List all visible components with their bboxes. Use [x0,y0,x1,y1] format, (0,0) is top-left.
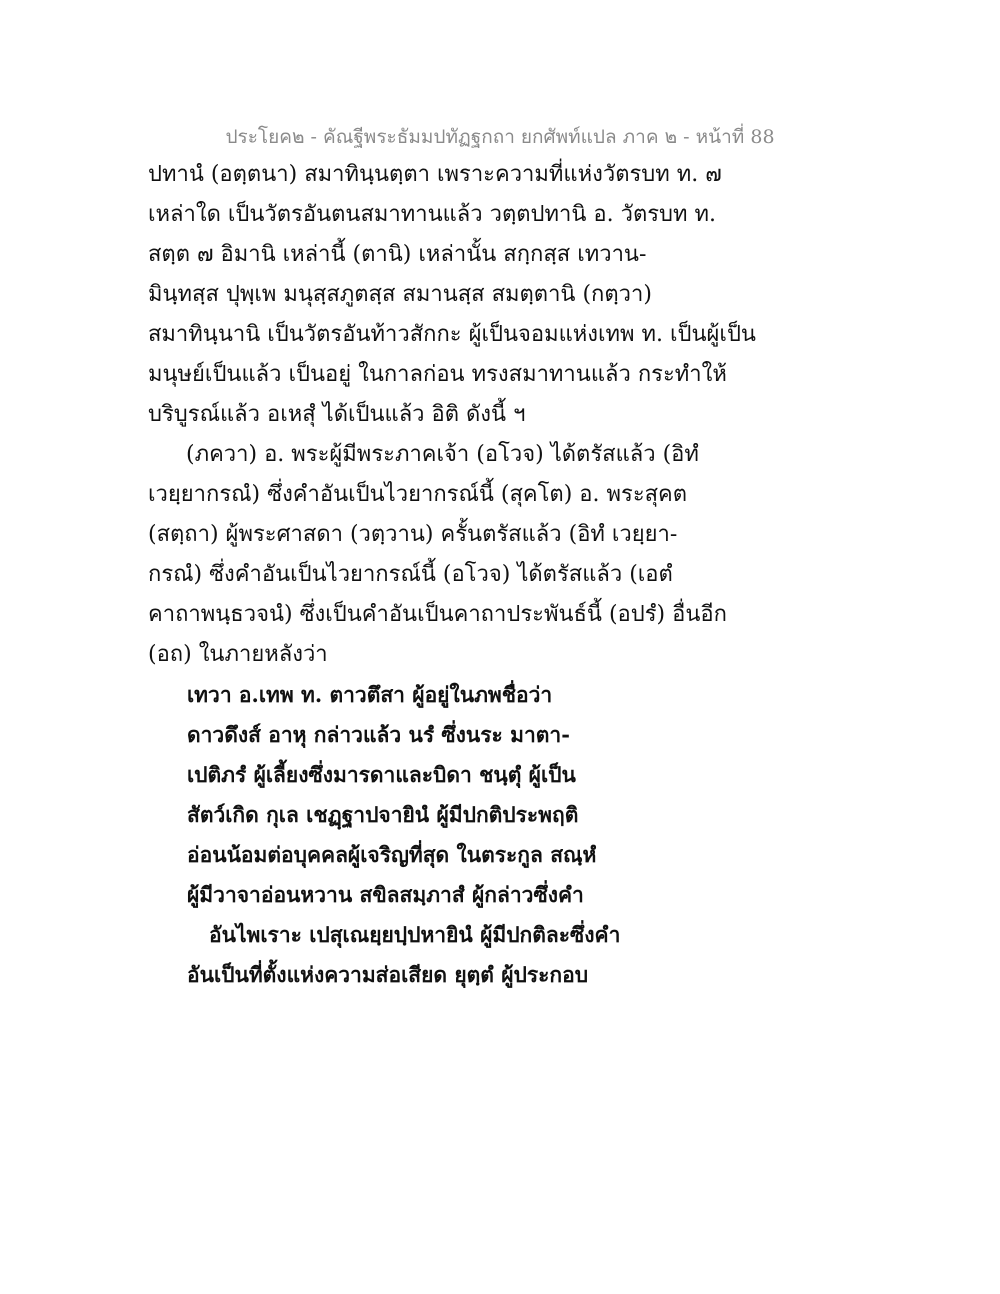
text-line: (สตฺถา) ผู้พระศาสดา (วตฺวาน) ครั้นตรัสแล้ว (อิทํ เวยฺยา- [148,522,678,547]
verse-line: ผู้มีวาจาอ่อนหวาน สขิลสมฺภาสํ ผู้กล่าวซึ่งคำ [187,882,584,907]
verse-line: อ่อนน้อมต่อบุคคลผู้เจริญที่สุด ในตระกูล สณฺหํ [187,842,597,867]
verse-line: อันเป็นที่ตั้งแห่งความส่อเสียด ยุตฺตํ ผู้ประกอบ [187,962,589,987]
verse-line: เทวา อ.เทพ ท. ตาวตึสา ผู้อยู่ในภพชื่อว่า [187,682,553,707]
text-line: เวยฺยากรณํ) ซึ่งคำอันเป็นไวยากรณ์นี้ (สุคโต) อ. พระสุคต [148,482,688,507]
text-line: เหล่าใด เป็นวัตรอันตนสมาทานแล้ว วตฺตปทานิ อ. วัตรบท ท. [148,202,717,227]
verse-line: เปติภรํ ผู้เลี้ยงซึ่งมารดาและบิดา ชนฺตุํ ผู้เป็น [187,762,576,787]
text-line: มนุษย์เป็นแล้ว เป็นอยู่ ในกาลก่อน ทรงสมาทานแล้ว กระทำให้ [148,362,727,387]
text-line: (ภควา) อ. พระผู้มีพระภาคเจ้า (อโวจ) ได้ตรัสแล้ว (อิทํ [186,442,699,467]
text-line: (อถ) ในภายหลังว่า [148,642,328,667]
verse-line: ดาวดึงส์ อาหุ กล่าวแล้ว นรํ ซึ่งนระ มาตา- [187,722,570,747]
text-line: กรณํ) ซึ่งคำอันเป็นไวยากรณ์นี้ (อโวจ) ได้ตรัสแล้ว (เอตํ [148,562,673,587]
text-line: ปทานํ (อตฺตนา) สมาทินฺนตฺตา เพราะความที่แห่งวัตรบท ท. ๗ [148,162,722,187]
text-line: คาถาพนฺธวจนํ) ซึ่งเป็นคำอันเป็นคาถาประพันธ์นี้ (อปรํ) อื่นอีก [148,602,727,627]
page-header: ประโยค๒ - คัณฐีพระธัมมปทัฏฐกถา ยกศัพท์แปล ภาค ๒ - หน้าที่ 88 [225,126,775,148]
text-line: สมาทินฺนานิ เป็นวัตรอันท้าวสักกะ ผู้เป็นจอมแห่งเทพ ท. เป็นผู้เป็น [148,322,756,347]
verse-line: อันไพเราะ เปสุเณยฺยปฺปหายินํ ผู้มีปกติละซึ่งคำ [209,922,621,947]
text-line: สตฺต ๗ อิมานิ เหล่านี้ (ตานิ) เหล่านั้น สกฺกสฺส เทวาน- [148,242,647,267]
text-line: มินฺทสฺส ปุพฺเพ มนุสฺสภูตสฺส สมานสฺส สมตฺตานิ (กตฺวา) [148,282,652,307]
verse-line: สัตว์เกิด กุเล เชฏฺฐาปจายินํ ผู้มีปกติประพฤติ [187,802,579,827]
text-line: บริบูรณ์แล้ว อเหสุํ ได้เป็นแล้ว อิติ ดังนี้ ฯ [148,402,526,427]
